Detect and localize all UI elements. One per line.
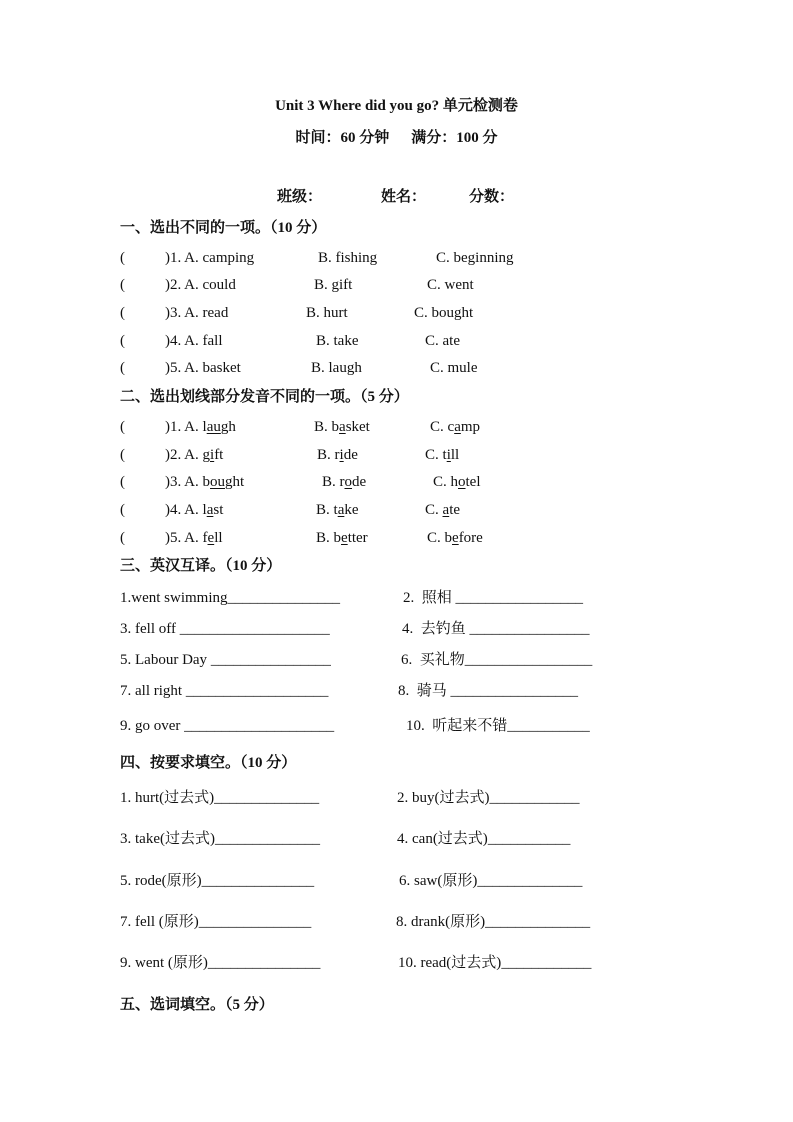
option-a xyxy=(165,472,244,492)
option-a xyxy=(165,500,223,520)
question-row xyxy=(0,528,793,548)
underlined-letters: o xyxy=(344,474,353,490)
option-c: C. bought xyxy=(414,305,474,321)
option-label: C. xyxy=(427,530,445,546)
fill-item xyxy=(120,871,314,891)
answer-blank: ___________ xyxy=(487,831,571,847)
question-row xyxy=(0,417,793,437)
option-b: B. hurt xyxy=(306,305,348,321)
option-b: B. take xyxy=(316,333,359,349)
option-c: C. mule xyxy=(430,360,478,376)
underlined-letters: a xyxy=(442,502,450,518)
question-row xyxy=(0,303,793,323)
class-label: 班级： xyxy=(277,189,323,205)
full-score: 满分：100 分 xyxy=(411,130,498,146)
option-c xyxy=(430,417,480,437)
option-label: C. xyxy=(433,474,451,490)
translation-item xyxy=(120,619,330,639)
question-number: 4. xyxy=(170,502,182,518)
option-a xyxy=(165,358,241,378)
section-5-heading xyxy=(0,995,793,1015)
option-a xyxy=(165,303,228,323)
word-part: b xyxy=(202,474,211,490)
option-a-text: A. fall xyxy=(181,333,223,349)
word-part: b xyxy=(331,419,340,435)
underlined-letters: ou xyxy=(210,474,226,490)
answer-paren-open: ( xyxy=(120,277,125,293)
answer-paren-open: ( xyxy=(120,333,125,349)
answer-blank: _________________ xyxy=(464,652,593,668)
fill-row xyxy=(0,953,793,973)
question-number: 1. xyxy=(170,419,182,435)
question-row xyxy=(0,472,793,492)
answer-paren-open: ( xyxy=(120,502,125,518)
answer-paren-close: ) xyxy=(165,250,170,266)
option-label: B. xyxy=(316,530,334,546)
question-row xyxy=(0,358,793,378)
word-part: ke xyxy=(344,502,359,518)
option-c xyxy=(425,500,460,520)
option-label: B. xyxy=(314,419,332,435)
underlined-letters: a xyxy=(206,502,214,518)
translation-item xyxy=(120,650,331,670)
option-c xyxy=(425,445,459,465)
word-part: fore xyxy=(458,530,483,546)
option-label: C. xyxy=(425,502,443,518)
page-title: Unit 3 Where did you go? 单元检测卷 xyxy=(275,98,518,114)
answer-blank: ______________ xyxy=(477,873,583,889)
answer-blank: _______________ xyxy=(227,590,340,606)
score-label: 分数： xyxy=(469,189,515,205)
option-label: A. xyxy=(181,419,203,435)
section-4-heading xyxy=(0,753,793,773)
answer-blank: ______________ xyxy=(485,914,591,930)
answer-blank: ____________ xyxy=(501,955,592,971)
word-part: de xyxy=(343,447,358,463)
option-b xyxy=(316,500,359,520)
word-part: sket xyxy=(345,419,370,435)
fill-item xyxy=(120,912,311,932)
word-part: r xyxy=(339,474,345,490)
fill-item xyxy=(398,953,591,973)
question-number: 3. xyxy=(170,305,182,321)
underlined-letters: i xyxy=(210,447,215,463)
word-part: tter xyxy=(347,530,368,546)
answer-paren-close: ) xyxy=(165,447,170,463)
section-heading-text: 五、选词填空。（5 分） xyxy=(120,997,274,1013)
word-part: gh xyxy=(220,419,236,435)
underlined-letters: e xyxy=(207,530,215,546)
answer-paren-open: ( xyxy=(120,305,125,321)
fill-item xyxy=(399,871,582,891)
option-a xyxy=(165,445,223,465)
translation-row xyxy=(0,588,793,608)
answer-paren-close: ) xyxy=(165,419,170,435)
option-label: A. xyxy=(181,447,203,463)
answer-blank: ________________ xyxy=(469,621,590,637)
option-label: A. xyxy=(181,530,203,546)
word-part: st xyxy=(213,502,224,518)
option-c xyxy=(433,472,481,492)
answer-paren-close: ) xyxy=(165,530,170,546)
option-c xyxy=(427,528,483,548)
answer-blank: ______________ xyxy=(214,790,320,806)
option-a xyxy=(165,275,236,295)
underlined-letters: e xyxy=(452,530,459,546)
translation-row xyxy=(0,681,793,701)
option-b: B. laugh xyxy=(311,360,362,376)
answer-blank: _______________ xyxy=(207,955,321,971)
word-part: ght xyxy=(225,474,245,490)
item-text: 9. go over xyxy=(120,718,185,734)
underlined-letters: a xyxy=(337,502,345,518)
question-row xyxy=(0,248,793,268)
answer-paren-close: ) xyxy=(165,360,170,376)
option-label: B. xyxy=(322,474,340,490)
item-text: 1.went swimming xyxy=(120,590,228,606)
answer-paren-close: ) xyxy=(165,502,170,518)
option-label: A. xyxy=(181,502,203,518)
option-label: C. xyxy=(425,447,443,463)
option-a-text: A. basket xyxy=(181,360,241,376)
word-part: r xyxy=(334,447,340,463)
word-part: b xyxy=(333,530,342,546)
word-part: de xyxy=(352,474,367,490)
item-text: 8. 骑马 xyxy=(398,683,451,699)
answer-paren-open: ( xyxy=(120,530,125,546)
translation-item xyxy=(401,650,592,670)
fill-item xyxy=(120,788,319,808)
answer-blank: ___________ xyxy=(507,718,590,734)
underlined-letters: e xyxy=(341,530,348,546)
option-b xyxy=(317,445,358,465)
word-part: t xyxy=(333,502,338,518)
word-part: ll xyxy=(214,530,223,546)
word-part: g xyxy=(202,447,211,463)
translation-item xyxy=(403,588,583,608)
item-text: 6. saw(原形) xyxy=(399,873,478,889)
section-heading-text: 二、选出划线部分发音不同的一项。（5 分） xyxy=(120,389,409,405)
answer-blank: ____________________ xyxy=(184,718,335,734)
option-a xyxy=(165,417,236,437)
question-number: 2. xyxy=(170,447,182,463)
time-limit: 时间：60 分钟 xyxy=(295,130,390,146)
option-label: B. xyxy=(316,502,334,518)
word-part: f xyxy=(202,530,208,546)
exam-meta xyxy=(0,128,793,148)
word-part: t xyxy=(442,447,447,463)
fill-item xyxy=(397,788,580,808)
option-label: A. xyxy=(181,474,203,490)
option-label: C. xyxy=(430,419,448,435)
question-number: 4. xyxy=(170,333,182,349)
fill-row xyxy=(0,829,793,849)
answer-paren-open: ( xyxy=(120,419,125,435)
answer-blank: ___________________ xyxy=(185,683,329,699)
word-part: b xyxy=(444,530,453,546)
section-2-heading xyxy=(0,387,793,407)
item-text: 7. fell (原形) xyxy=(120,914,199,930)
option-a-text: A. could xyxy=(181,277,236,293)
underlined-letters: i xyxy=(446,447,451,463)
question-number: 5. xyxy=(170,530,182,546)
answer-paren-open: ( xyxy=(120,360,125,376)
item-text: 9. went (原形) xyxy=(120,955,208,971)
underlined-letters: a xyxy=(454,419,461,435)
item-text: 10. 听起来不错 xyxy=(406,718,508,734)
translation-item xyxy=(120,681,328,701)
answer-blank: ________________ xyxy=(210,652,331,668)
answer-paren-close: ) xyxy=(165,474,170,490)
option-a xyxy=(165,528,223,548)
item-text: 10. read(过去式) xyxy=(398,955,502,971)
section-heading-text: 三、英汉互译。（10 分） xyxy=(120,558,282,574)
item-text: 6. 买礼物 xyxy=(401,652,465,668)
question-number: 3. xyxy=(170,474,182,490)
answer-blank: ____________________ xyxy=(179,621,330,637)
fill-row xyxy=(0,912,793,932)
item-text: 2. 照相 xyxy=(403,590,456,606)
word-part: te xyxy=(449,502,461,518)
underlined-letters: o xyxy=(458,474,466,490)
option-b xyxy=(316,528,368,548)
word-part: l xyxy=(202,419,207,435)
fill-item xyxy=(120,953,320,973)
answer-paren-close: ) xyxy=(165,305,170,321)
option-a xyxy=(165,248,254,268)
answer-paren-close: ) xyxy=(165,277,170,293)
item-text: 3. fell off xyxy=(120,621,180,637)
item-text: 2. buy(过去式) xyxy=(397,790,490,806)
underlined-letters: i xyxy=(339,447,344,463)
word-part: ll xyxy=(450,447,460,463)
word-part: c xyxy=(447,419,455,435)
question-number: 2. xyxy=(170,277,182,293)
option-c: C. ate xyxy=(425,333,460,349)
item-text: 7. all right xyxy=(120,683,186,699)
option-c: C. beginning xyxy=(436,250,514,266)
word-part: mp xyxy=(460,419,481,435)
word-part: ft xyxy=(214,447,224,463)
question-row xyxy=(0,445,793,465)
answer-blank: _______________ xyxy=(198,914,312,930)
item-text: 5. rode(原形) xyxy=(120,873,202,889)
option-b: B. gift xyxy=(314,277,353,293)
translation-item xyxy=(120,716,334,736)
section-3-heading xyxy=(0,556,793,576)
answer-blank: _________________ xyxy=(450,683,579,699)
item-text: 4. 去钓鱼 xyxy=(402,621,470,637)
answer-paren-open: ( xyxy=(120,474,125,490)
item-text: 5. Labour Day xyxy=(120,652,211,668)
section-heading-text: 一、选出不同的一项。（10 分） xyxy=(120,220,327,236)
item-text: 4. can(过去式) xyxy=(397,831,488,847)
translation-row xyxy=(0,650,793,670)
section-heading-text: 四、按要求填空。（10 分） xyxy=(120,755,297,771)
question-row xyxy=(0,500,793,520)
translation-item xyxy=(402,619,590,639)
word-part: h xyxy=(450,474,459,490)
translation-row xyxy=(0,716,793,736)
fill-row xyxy=(0,788,793,808)
section-1-heading xyxy=(0,218,793,238)
question-number: 5. xyxy=(170,360,182,376)
question-row xyxy=(0,331,793,351)
answer-blank: ______________ xyxy=(214,831,320,847)
student-info xyxy=(0,187,793,207)
name-label: 姓名： xyxy=(381,189,427,205)
item-text: 8. drank(原形) xyxy=(396,914,486,930)
option-b xyxy=(314,417,370,437)
answer-paren-open: ( xyxy=(120,250,125,266)
option-label: B. xyxy=(317,447,335,463)
option-a-text: A. read xyxy=(181,305,229,321)
answer-blank: ____________ xyxy=(489,790,580,806)
option-a xyxy=(165,331,223,351)
translation-item xyxy=(120,588,340,608)
item-text: 3. take(过去式) xyxy=(120,831,215,847)
translation-item xyxy=(406,716,590,736)
option-b xyxy=(322,472,366,492)
fill-row xyxy=(0,871,793,891)
question-number: 1. xyxy=(170,250,182,266)
answer-paren-open: ( xyxy=(120,447,125,463)
translation-item xyxy=(398,681,578,701)
item-text: 1. hurt(过去式) xyxy=(120,790,215,806)
option-b: B. fishing xyxy=(318,250,378,266)
fill-item xyxy=(396,912,590,932)
answer-blank: _______________ xyxy=(201,873,315,889)
word-part: tel xyxy=(465,474,481,490)
option-a-text: A. camping xyxy=(181,250,255,266)
word-part: l xyxy=(202,502,207,518)
option-c: C. went xyxy=(427,277,474,293)
question-row xyxy=(0,275,793,295)
underlined-letters: a xyxy=(339,419,346,435)
fill-item xyxy=(120,829,320,849)
answer-blank: _________________ xyxy=(455,590,584,606)
answer-paren-close: ) xyxy=(165,333,170,349)
underlined-letters: au xyxy=(206,419,221,435)
translation-row xyxy=(0,619,793,639)
fill-item xyxy=(397,829,570,849)
